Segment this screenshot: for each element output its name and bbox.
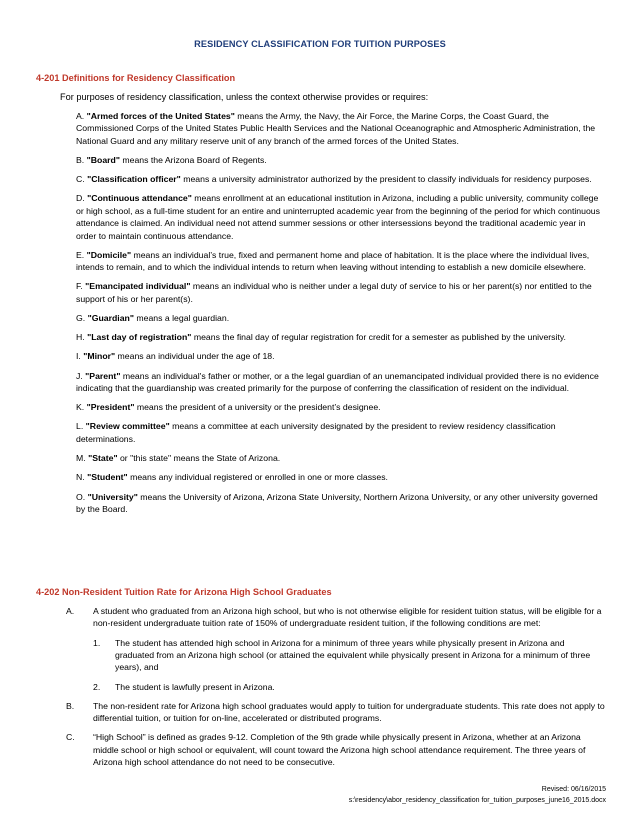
definition-item: D. "Continuous attendance" means enrollment at an educational institution in Arizona, including a public university, community college or high school, as a full-time student for an entire and uninterrupted academic year from the beginning of the period for which continuous attendance is claimed. An individual need not attend summer sessions or other intersessions beyond the traditional academic year in order to maintain continuous attendance. [76,193,600,241]
list-item-b: B. The non-resident rate for Arizona high school graduates would apply to tuition for undergraduate students. This rate does not apply to differential tuition, or tuition for on-line, accelerated or distributed programs. [66,700,605,724]
definition-item: E. "Domicile" means an individual’s true, fixed and permanent home and place of habitation. It is the place where the individual lives, intends to remain, and to which the individual intends to return when leaving without intending to establish a new domicile elsewhere. [76,249,590,273]
definition-item: F. "Emancipated individual" means an individual who is neither under a legal duty of service to his or her parent(s) nor entitled to the support of his or her parent(s). [76,281,592,304]
tuition-rate-list [66,605,606,775]
section-heading-4-202: 4-202 Non-Resident Tuition Rate for Arizona High School Graduates [36,587,332,597]
page-title: RESIDENCY CLASSIFICATION FOR TUITION PURPOSES [194,39,446,49]
definition-item: B. "Board" means the Arizona Board of Regents. [76,155,267,166]
sub-item-2: 2. The student is lawfully present in Arizona. [93,681,275,692]
definition-item: C. "Classification officer" means a university administrator authorized by the president to classify individuals for residency purposes. [76,174,592,185]
sub-item-1: 1. The student has attended high school in Arizona for a minimum of three years while physically present in Arizona and graduated from an Arizona high school (or attained the equivalent while physically present in Arizona for a minimum of three years), and [93,637,591,673]
definition-item: O. "University" means the University of Arizona, Arizona State University, Northern Arizona University, or any other university governed by the Board. [76,491,598,514]
footer-file-path: s:\residency\abor_residency_classification for_tuition_purposes_june16_2015.docx [348,797,606,804]
list-item-c: C. “High School” is defined as grades 9-12. Completion of the 9th grade while physically present in Arizona, whether at an Arizona middle school or high school or equivalent, will count toward the Arizona high school attendance requirement. The three years of Arizona high school attendance do not need to be consecutive. [66,732,586,768]
section-heading-4-201: 4-201 Definitions for Residency Classification [36,73,236,83]
footer-revised-date: Revised: 06/16/2015 [541,786,606,793]
definition-item: J. "Parent" means an individual's father or mother, or a the legal guardian of an unemancipated individual provided there is no evidence indicating that the guardianship was created primarily for the purpose of conferring the classification of resident on the individual. [76,370,599,394]
definition-item: M. "State" or "this state" means the State of Arizona. [76,453,281,464]
definition-item: N. "Student" means any individual registered or enrolled in one or more classes. [76,472,388,483]
definition-item: K. "President" means the president of a university or the president’s designee. [76,402,381,413]
list-item-a: A. A student who graduated from an Arizona high school, but who is not otherwise eligible for resident tuition status, will be eligible for a non-resident undergraduate tuition rate of 150% of undergraduate resident tuition, if the following conditions are met: [66,606,602,629]
definitions-list [76,110,606,522]
definition-item: L. "Review committee" means a committee at each university designated by the president to review residency classification determinations. [76,421,556,444]
section-intro: For purposes of residency classification, unless the context otherwise provides or requires: [60,92,429,102]
definition-item: I. "Minor" means an individual under the age of 18. [76,351,275,362]
definition-item: A. "Armed forces of the United States" means the Army, the Navy, the Air Force, the Marine Corps, the Coast Guard, the Commissioned Corps of the United States Public Health Services and the National Oceanographic and Atmospheric Administration, the National Guard and any military reserve unit of any branch of the armed forces of the United States. [76,111,596,146]
definition-item: G. "Guardian" means a legal guardian. [76,313,230,324]
definition-item: H. "Last day of registration" means the final day of regular registration for credit for a semester as published by the university. [76,332,566,343]
